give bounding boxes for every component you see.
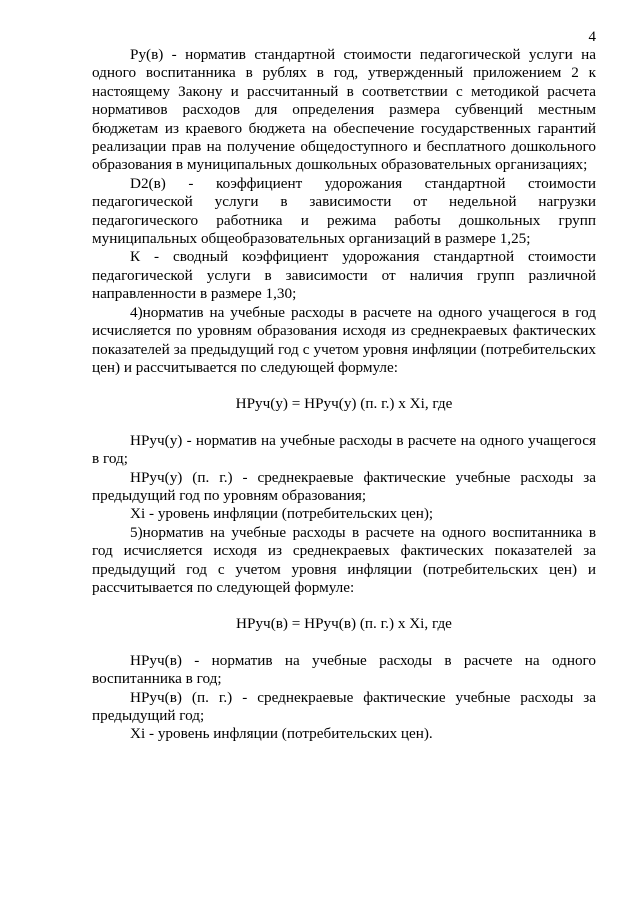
paragraph-nruch-v-pg: НРуч(в) (п. г.) - среднекраевые фактические учебные расходы за предыдущий год; [92,688,596,724]
formula-student: НРуч(у) = НРуч(у) (п. г.) х Хi, где [235,395,453,413]
paragraph-nruch-u-pg: НРуч(у) (п. г.) - среднекраевые фактические учебные расходы за предыдущий год по уровням образования; [92,468,596,504]
formula-pupil: НРуч(в) = НРуч(в) (п. г.) х Хi, где [236,615,452,633]
paragraph-d2-coefficient: D2(в) - коэффициент удорожания стандартной стоимости педагогической услуги в зависимости от недельной нагрузки педагогического работника и режима работы дошкольных групп муниципальных общеобразовательных организаций в размере 1,25; [92,174,596,248]
document-body [92,28,596,744]
paragraph-ru-norm: Ру(в) - норматив стандартной стоимости педагогической услуги на одного воспитанника в рублях в год, утвержденный приложением 2 к настоящему Закону и рассчитанный в соответствии с методикой расчета нормативов расходов для определения размера субвенций местным бюджетам из краевого бюджета на обеспечение государственных гарантий реализации прав на получение общедоступного и бесплатного дошкольного образования в муниципальных дошкольных образовательных организациях; [92,46,596,174]
paragraph-item-5: 5)норматив на учебные расходы в расчете на одного воспитанника в год исчисляется исходя из среднекраевых фактических показателей за предыдущий год с учетом уровня инфляции (потребительских цен) и рассчитывается по следующей формуле: [92,523,596,596]
page-number: 4 [588,29,596,45]
paragraph-nruch-u: НРуч(у) - норматив на учебные расходы в расчете на одного учащегося в год; [92,431,596,468]
paragraph-k-coefficient: К - сводный коэффициент удорожания стандартной стоимости педагогической услуги в зависимости от наличия групп различной направленности в размере 1,30; [92,248,596,303]
paragraph-item-4: 4)норматив на учебные расходы в расчете на одного учащегося в год исчисляется по уровням образования исходя из среднекраевых фактических показателей за предыдущий год с учетом уровня инфляции (потребительских цен) и рассчитывается по следующей формуле: [92,303,596,376]
paragraph-xi-1: Хi - уровень инфляции (потребительских цен); [130,505,434,523]
paragraph-xi-2: Хi - уровень инфляции (потребительских цен). [130,725,433,743]
paragraph-nruch-v: НРуч(в) - норматив на учебные расходы в расчете на одного воспитанника в год; [92,651,596,688]
